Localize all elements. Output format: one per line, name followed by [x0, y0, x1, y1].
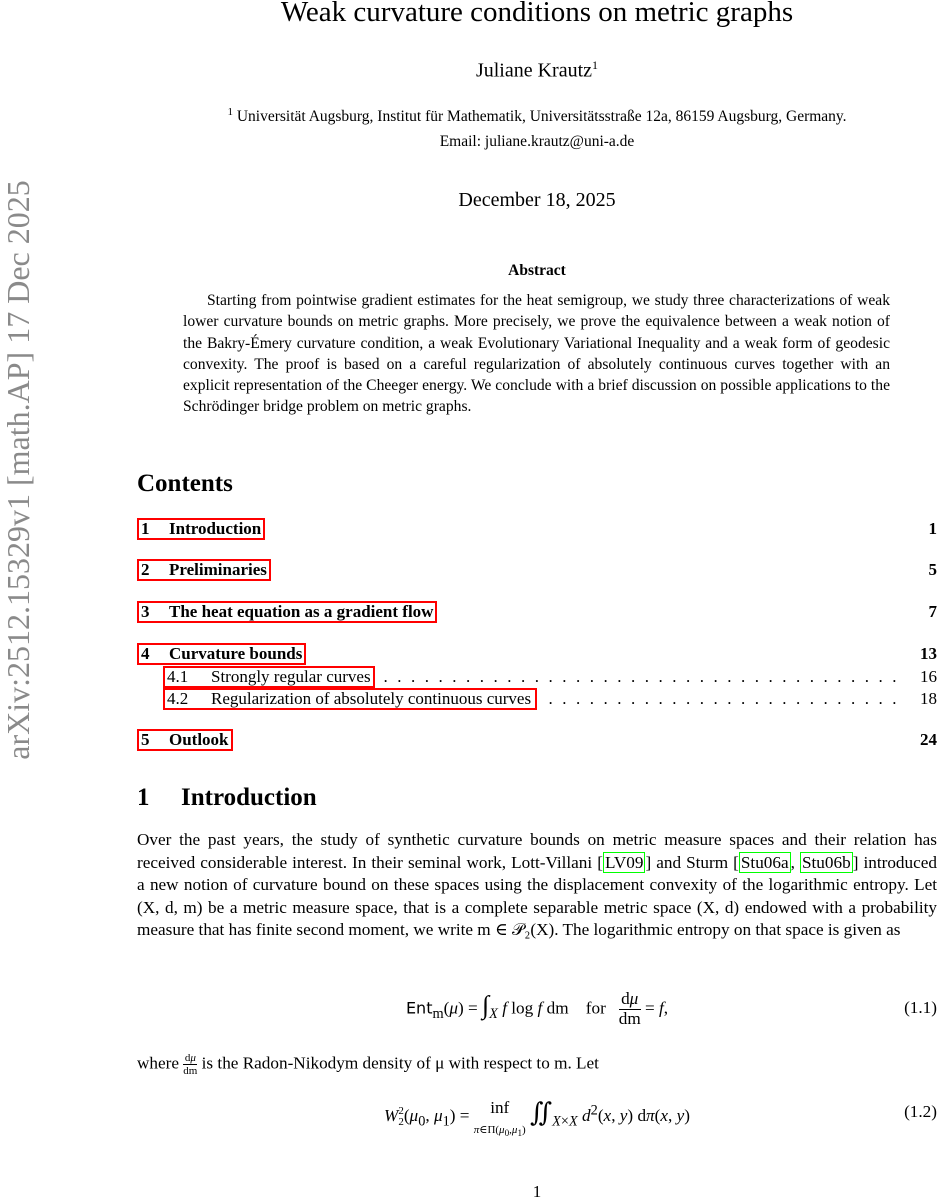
toc-link[interactable]	[137, 601, 437, 623]
text: Over the past years, the study of synthetic curvature bounds on metric measure spaces and their relation has received considerable interest. In their seminal work, Lott-Villani	[137, 830, 937, 872]
toc-page: 7	[923, 603, 937, 621]
contents-heading: Contents	[137, 470, 233, 498]
toc-entry[interactable]	[137, 559, 937, 581]
toc-entry[interactable]	[137, 688, 937, 710]
equation-number: (1.1)	[904, 998, 937, 1018]
equation-1-2	[137, 1098, 937, 1138]
author	[137, 58, 937, 83]
toc-page: 13	[914, 645, 937, 663]
toc-entry[interactable]	[137, 666, 937, 688]
text: and Sturm	[656, 853, 728, 872]
toc-page: 5	[923, 561, 937, 579]
toc-entry[interactable]	[137, 643, 937, 665]
affiliation	[137, 106, 937, 126]
toc-entry[interactable]	[137, 729, 937, 751]
toc-leader-dots: ......................................	[384, 668, 907, 686]
affiliation-text: Universität Augsburg, Institut für Mathematik, Universitätsstraße 12a, 86159 Augsburg, Germany.	[237, 108, 847, 125]
equation-1-1	[137, 990, 937, 1030]
equation-body: $Ent_m(\mu) = \int_X$ f log f dm for $\frac{d\mu}{dm}$ = f,	[207, 990, 867, 1029]
toc-leader-dots: ..........................	[549, 690, 907, 708]
toc-title: Curvature bounds	[169, 644, 302, 663]
toc-num: 4.2	[167, 690, 211, 708]
toc-num: 5	[141, 731, 169, 749]
toc-num: 4.1	[167, 668, 211, 686]
author-sup: 1	[592, 58, 598, 72]
toc-link[interactable]	[137, 643, 306, 665]
email: Email: juliane.krautz@uni-a.de	[137, 133, 937, 151]
toc-link[interactable]	[137, 729, 233, 751]
date: December 18, 2025	[137, 189, 937, 212]
equation-body: W 2 2 ($\mu_0$, $\mu_1$) = inf $\pi\in\Pi(\mu_0,\mu_1)$ $∬_{X\times X}$ $d^2(x$, y) dπ(x, y)	[207, 1098, 867, 1138]
toc-title: The heat equation as a gradient flow	[169, 602, 433, 621]
affiliation-sup: 1	[227, 106, 233, 118]
toc-leader	[537, 690, 914, 708]
toc-title: Regularization of absolutely continuous curves	[211, 689, 531, 708]
toc-title: Preliminaries	[169, 560, 267, 579]
toc-link[interactable]	[137, 518, 265, 540]
citation-link[interactable]: Stu06a	[739, 852, 791, 873]
section-number: 1	[137, 784, 181, 812]
toc-num: 1	[141, 520, 169, 538]
toc-link[interactable]	[137, 559, 271, 581]
page-number: 1	[137, 1182, 937, 1202]
arxiv-stamp: arXiv:2512.15329v1 [math.AP] 17 Dec 2025	[0, 120, 38, 820]
toc-title: Introduction	[169, 519, 261, 538]
author-name: Juliane Krautz	[476, 60, 592, 82]
section-heading	[137, 784, 317, 812]
toc-link[interactable]	[163, 666, 375, 688]
text: where	[137, 1054, 179, 1073]
toc-page: 24	[914, 731, 937, 749]
citation-link[interactable]: LV09	[603, 852, 646, 873]
text: is the Radon-Nikodym density of μ with respect to m. Let	[202, 1054, 599, 1073]
abstract-text: Starting from pointwise gradient estimates for the heat semigroup, we study three characterizations of weak lower curvature bounds on metric graphs. More precisely, we prove the equivalence between a weak notion of the Bakry-Émery curvature condition, a weak Evolutionary Variational Inequality and a weak form of geodesic convexity. The proof is based on a careful regularization of absolutely continuous curves together with an explicit representation of the Cheeger energy. We conclude with a brief discussion on possible applications to the Schrödinger bridge problem on metric graphs.	[183, 290, 890, 418]
where-line: where $\frac{d\mu}{dm}$ is the Radon-Nikodym density of μ with respect to m. Let	[137, 1052, 599, 1077]
toc-num: 3	[141, 603, 169, 621]
equation-number: (1.2)	[904, 1102, 937, 1122]
toc-page: 18	[914, 690, 937, 708]
toc-entry[interactable]	[137, 601, 937, 623]
toc-num: 2	[141, 561, 169, 579]
toc-num: 4	[141, 645, 169, 663]
paper-title: Weak curvature conditions on metric graphs	[137, 0, 937, 29]
section-title: Introduction	[181, 784, 317, 811]
toc-link[interactable]	[163, 688, 537, 710]
toc-leader	[375, 668, 914, 686]
toc-page: 1	[923, 520, 937, 538]
intro-paragraph: Over the past years, the study of synthetic curvature bounds on metric measure spaces and their relation has received considerable interest. In their seminal work, Lott-Villani [ LV09 ] and Sturm [ Stu06a , Stu06b ] introduced a new notion of curvature bound on these spaces using the displacement convexity of the logarithmic entropy. Let (X, d, m) be a metric measure space, that is a complete separable metric space (X, d) endowed with a probability measure that has finite second moment, we write m ∈ 𝒫₂(X). The logarithmic entropy on that space is given as	[137, 829, 937, 942]
toc-entry[interactable]	[137, 518, 937, 540]
toc-title: Strongly regular curves	[211, 667, 371, 686]
citation-link[interactable]: Stu06b	[800, 852, 853, 873]
toc-title: Outlook	[169, 730, 229, 749]
text: introduced a new notion of curvature bound on these spaces using the displacement convexity of the logarithmic entropy. Let (X, d, m) be a metric measure space, that is a complete separable metric space (X, d) endowed with a probability measure that has finite second moment, we write m ∈ 𝒫₂(X). The logarithmic entropy on that space is given as	[137, 853, 937, 940]
toc-page: 16	[914, 668, 937, 686]
abstract-heading: Abstract	[137, 262, 937, 280]
